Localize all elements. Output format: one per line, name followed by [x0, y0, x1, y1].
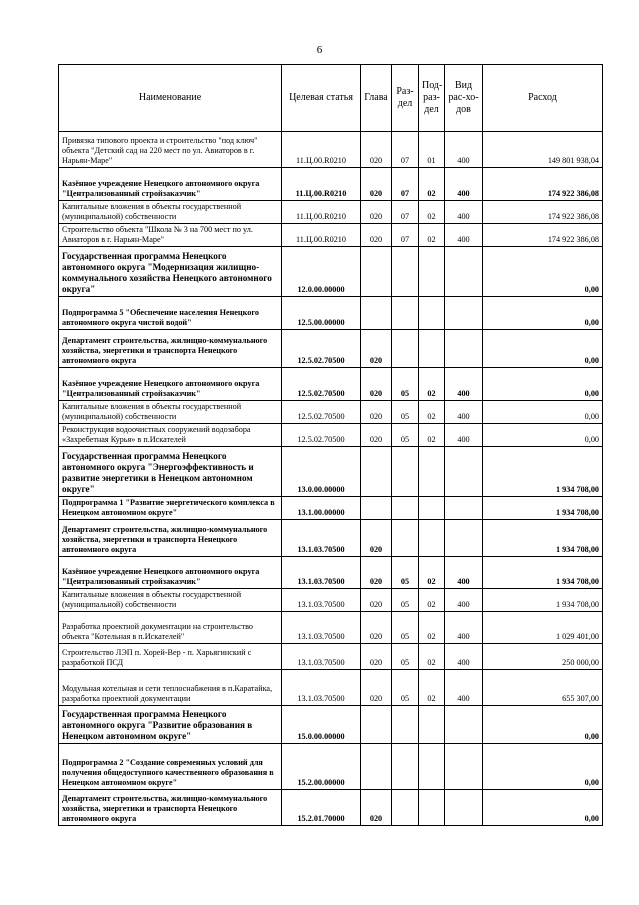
row-section: 05: [392, 368, 419, 401]
row-chapter: 020: [361, 224, 392, 247]
row-name: Разработка проектной документации на строительство объекта "Котельная в п.Искателей": [59, 612, 282, 644]
row-article: 11.Ц.00.R0210: [282, 224, 361, 247]
row-article: 13.1.03.70500: [282, 589, 361, 612]
row-amount: 1 029 401,00: [483, 612, 603, 644]
row-name: Казённое учреждение Ненецкого автономного округа "Централизованный стройзаказчик": [59, 168, 282, 201]
row-subsection: 02: [419, 589, 445, 612]
row-chapter: 020: [361, 201, 392, 224]
row-amount: 0,00: [483, 744, 603, 790]
row-chapter: 020: [361, 401, 392, 424]
table-row: [59, 224, 603, 247]
row-subsection: 02: [419, 368, 445, 401]
row-chapter: 020: [361, 557, 392, 589]
row-name: Модульная котельная и сети теплоснабжения в п.Каратайка, разработка проектной документации: [59, 670, 282, 706]
row-amount: 0,00: [483, 368, 603, 401]
row-section: [392, 497, 419, 520]
row-article: 12.0.00.00000: [282, 247, 361, 297]
table-row: [59, 589, 603, 612]
row-amount: 0,00: [483, 401, 603, 424]
row-article: 15.2.00.00000: [282, 744, 361, 790]
row-exptype: 400: [445, 589, 483, 612]
row-section: 05: [392, 589, 419, 612]
row-name: Департамент строительства, жилищно-коммунального хозяйства, энергетики и транспорта Ненецкого автономного округа: [59, 520, 282, 557]
row-amount: 655 307,00: [483, 670, 603, 706]
row-article: 12.5.02.70500: [282, 401, 361, 424]
row-section: 07: [392, 224, 419, 247]
row-amount: 1 934 708,00: [483, 557, 603, 589]
row-subsection: 02: [419, 424, 445, 447]
table-row: [59, 790, 603, 826]
row-name: Государственная программа Ненецкого автономного округа "Развитие образования в Ненецком автономном округе": [59, 706, 282, 744]
row-exptype: 400: [445, 168, 483, 201]
header-section: Раз-дел: [392, 65, 419, 132]
row-amount: 174 922 386,08: [483, 201, 603, 224]
row-chapter: 020: [361, 368, 392, 401]
row-name: Капитальные вложения в объекты государственной (муниципальной) собственности: [59, 201, 282, 224]
table-row: [59, 706, 603, 744]
row-article: 15.2.01.70000: [282, 790, 361, 826]
row-article: 11.Ц.00.R0210: [282, 168, 361, 201]
table-row: [59, 557, 603, 589]
row-article: 15.0.00.00000: [282, 706, 361, 744]
row-chapter: 020: [361, 424, 392, 447]
row-name: Реконструкция водоочистных сооружений водозабора «Захребетная Курья» в п.Искателей: [59, 424, 282, 447]
row-exptype: [445, 297, 483, 330]
table-row: [59, 132, 603, 168]
row-name: Подпрограмма 5 "Обеспечение населения Ненецкого автономного округа чистой водой": [59, 297, 282, 330]
row-chapter: 020: [361, 168, 392, 201]
table-row: [59, 401, 603, 424]
row-amount: 1 934 708,00: [483, 520, 603, 557]
row-section: [392, 790, 419, 826]
table-row: [59, 497, 603, 520]
row-amount: 0,00: [483, 330, 603, 368]
row-amount: 1 934 708,00: [483, 497, 603, 520]
table-row: [59, 247, 603, 297]
row-chapter: 020: [361, 132, 392, 168]
row-amount: 174 922 386,08: [483, 168, 603, 201]
table-row: [59, 297, 603, 330]
row-section: 05: [392, 612, 419, 644]
row-exptype: [445, 247, 483, 297]
row-chapter: 020: [361, 670, 392, 706]
row-subsection: [419, 447, 445, 497]
row-section: 05: [392, 670, 419, 706]
row-name: Строительство ЛЭП п. Хорей-Вер - п. Харьягинский с разработкой ПСД: [59, 644, 282, 670]
row-article: 13.1.00.00000: [282, 497, 361, 520]
row-exptype: [445, 706, 483, 744]
row-article: 12.5.00.00000: [282, 297, 361, 330]
row-amount: 149 801 938,04: [483, 132, 603, 168]
row-exptype: 400: [445, 612, 483, 644]
row-chapter: [361, 706, 392, 744]
row-subsection: 02: [419, 612, 445, 644]
table-row: [59, 330, 603, 368]
row-subsection: 02: [419, 401, 445, 424]
table-row: [59, 168, 603, 201]
row-chapter: [361, 497, 392, 520]
table-row: [59, 612, 603, 644]
row-subsection: 02: [419, 224, 445, 247]
row-section: [392, 330, 419, 368]
row-exptype: 400: [445, 368, 483, 401]
row-chapter: 020: [361, 589, 392, 612]
row-exptype: 400: [445, 224, 483, 247]
row-amount: 0,00: [483, 297, 603, 330]
row-subsection: 01: [419, 132, 445, 168]
row-name: Строительство объекта "Школа № 3 на 700 мест по ул. Авиаторов в г. Нарьян-Маре": [59, 224, 282, 247]
row-section: 05: [392, 557, 419, 589]
row-subsection: 02: [419, 644, 445, 670]
row-section: [392, 706, 419, 744]
row-amount: 174 922 386,08: [483, 224, 603, 247]
row-name: Казённое учреждение Ненецкого автономного округа "Централизованный стройзаказчик": [59, 557, 282, 589]
row-chapter: 020: [361, 330, 392, 368]
row-exptype: 400: [445, 201, 483, 224]
row-subsection: 02: [419, 168, 445, 201]
row-article: 13.1.03.70500: [282, 644, 361, 670]
table-row: [59, 201, 603, 224]
table-row: [59, 670, 603, 706]
row-amount: 250 000,00: [483, 644, 603, 670]
row-exptype: 400: [445, 132, 483, 168]
table-row: [59, 644, 603, 670]
row-name: Государственная программа Ненецкого автономного округа "Модернизация жилищно-коммунального хозяйства Ненецкого автономного округа": [59, 247, 282, 297]
row-section: 07: [392, 132, 419, 168]
header-subsection: Под-раз-дел: [419, 65, 445, 132]
row-article: 13.1.03.70500: [282, 670, 361, 706]
row-article: 13.1.03.70500: [282, 612, 361, 644]
row-subsection: 02: [419, 557, 445, 589]
row-subsection: [419, 790, 445, 826]
row-exptype: [445, 497, 483, 520]
row-article: 11.Ц.00.R0210: [282, 201, 361, 224]
row-section: [392, 520, 419, 557]
header-exptype: Вид рас-хо-дов: [445, 65, 483, 132]
row-name: Государственная программа Ненецкого автономного округа "Энергоэффективность и развитие энергетики в Ненецком автономном округе": [59, 447, 282, 497]
table-row: [59, 368, 603, 401]
header-article: Целевая статья: [282, 65, 361, 132]
page-number: 6: [316, 44, 323, 56]
row-amount: 1 934 708,00: [483, 589, 603, 612]
row-exptype: 400: [445, 557, 483, 589]
row-name: Казённое учреждение Ненецкого автономного округа "Централизованный стройзаказчик": [59, 368, 282, 401]
row-name: Капитальные вложения в объекты государственной (муниципальной) собственности: [59, 401, 282, 424]
row-section: 05: [392, 644, 419, 670]
row-subsection: [419, 247, 445, 297]
row-name: Департамент строительства, жилищно-коммунального хозяйства, энергетики и транспорта Ненецкого автономного округа: [59, 790, 282, 826]
row-section: [392, 744, 419, 790]
row-section: [392, 247, 419, 297]
header-row: [59, 65, 603, 132]
row-amount: 0,00: [483, 424, 603, 447]
row-section: [392, 447, 419, 497]
table-row: [59, 424, 603, 447]
table-row: [59, 447, 603, 497]
row-section: [392, 297, 419, 330]
row-name: Привязка типового проекта и строительство "под ключ" объекта "Детский сад на 220 мест по ул. Авиаторов в г. Нарьян-Маре": [59, 132, 282, 168]
row-name: Подпрограмма 1 "Развитие энергетического комплекса в Ненецком автономном округе": [59, 497, 282, 520]
row-amount: 0,00: [483, 706, 603, 744]
row-subsection: 02: [419, 201, 445, 224]
row-chapter: [361, 744, 392, 790]
row-exptype: [445, 790, 483, 826]
header-chapter: Глава: [361, 65, 392, 132]
row-section: 05: [392, 401, 419, 424]
row-article: 11.Ц.00.R0210: [282, 132, 361, 168]
row-section: 05: [392, 424, 419, 447]
row-exptype: 400: [445, 401, 483, 424]
row-amount: 0,00: [483, 247, 603, 297]
row-subsection: 02: [419, 670, 445, 706]
row-subsection: [419, 330, 445, 368]
row-exptype: 400: [445, 424, 483, 447]
row-subsection: [419, 706, 445, 744]
row-subsection: [419, 497, 445, 520]
header-name: Наименование: [59, 65, 282, 132]
row-subsection: [419, 744, 445, 790]
row-exptype: [445, 520, 483, 557]
row-article: 12.5.02.70500: [282, 330, 361, 368]
row-name: Капитальные вложения в объекты государственной (муниципальной) собственности: [59, 589, 282, 612]
row-exptype: [445, 330, 483, 368]
row-name: Департамент строительства, жилищно-коммунального хозяйства, энергетики и транспорта Ненецкого автономного округа: [59, 330, 282, 368]
row-article: 13.1.03.70500: [282, 520, 361, 557]
row-article: 12.5.02.70500: [282, 424, 361, 447]
row-subsection: [419, 520, 445, 557]
row-section: 07: [392, 201, 419, 224]
row-amount: 0,00: [483, 790, 603, 826]
row-exptype: [445, 744, 483, 790]
row-exptype: [445, 447, 483, 497]
table-row: [59, 520, 603, 557]
budget-table: [58, 64, 603, 826]
row-chapter: [361, 247, 392, 297]
table-row: [59, 744, 603, 790]
row-article: 12.5.02.70500: [282, 368, 361, 401]
row-exptype: 400: [445, 644, 483, 670]
row-subsection: [419, 297, 445, 330]
row-chapter: 020: [361, 612, 392, 644]
row-section: 07: [392, 168, 419, 201]
row-chapter: 020: [361, 644, 392, 670]
header-amount: Расход: [483, 65, 603, 132]
row-chapter: [361, 297, 392, 330]
row-name: Подпрограмма 2 "Создание современных условий для получения общедоступного качественного образования в Ненецком автономном округе": [59, 744, 282, 790]
row-chapter: 020: [361, 790, 392, 826]
row-article: 13.1.03.70500: [282, 557, 361, 589]
row-amount: 1 934 708,00: [483, 447, 603, 497]
row-article: 13.0.00.00000: [282, 447, 361, 497]
row-exptype: 400: [445, 670, 483, 706]
row-chapter: 020: [361, 520, 392, 557]
row-chapter: [361, 447, 392, 497]
